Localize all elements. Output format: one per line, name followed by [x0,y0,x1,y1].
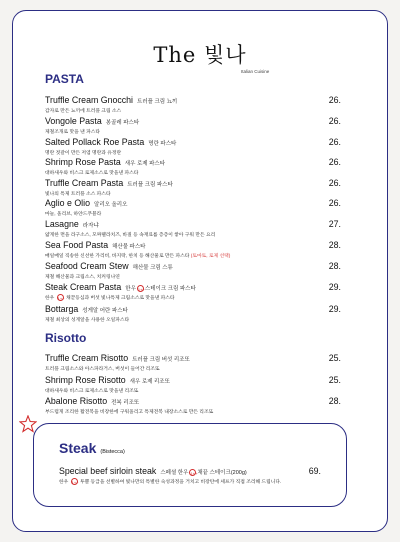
menu-item-row [45,240,341,250]
grade-badge: 1++ [71,480,79,486]
menu-item-korean-name: 트러플 크림 뇨끼 [137,99,178,105]
menu-item-row [45,178,341,188]
menu-item-description: 얇게한 면을 라구소스, 모짜렐라치즈, 바질 등 속재료를 층층이 쌓아 구워 만든 요리 [45,233,216,238]
menu-item-korean-name: 알리오 올리오 [94,202,128,208]
menu-item-korean-name: 봉골레 파스타 [105,120,140,126]
menu-item-option-note: (토마토, 로제 선택) [190,254,231,259]
menu-item-price: 25. [328,375,341,385]
menu-item [45,240,341,259]
menu-item-description: 대하새우와 비스크 로제소스로 맛을낸 리조또 [45,389,139,394]
menu-item-price: 27. [328,219,341,229]
menu-item-name: Abalone Risotto [45,396,108,406]
menu-item-description: 부드럽게 조리한 활전복을 비장한에 구워올리고 특제전복 내장소스로 만든 리조또 [45,410,214,415]
menu-item-korean-name: 명란 파스타 [148,141,177,147]
menu-item-price: 26. [328,178,341,188]
menu-item-name: Salted Pollack Roe Pasta [45,137,145,147]
menu-item-row [45,95,341,105]
menu-item-row [45,396,341,406]
menu-item-korean-name: 트러플 크림 파스타 [127,182,173,188]
menu-item-price: 28. [328,240,341,250]
menu-item [45,353,341,372]
steak-section-box [33,423,347,507]
menu-item [45,396,341,415]
menu-item-price: 26. [328,116,341,126]
menu-item [45,198,341,217]
menu-item-name: Lasagne [45,219,79,229]
menu-item-row [45,353,341,363]
brand-subtitle: Italian Cuisine [241,69,270,74]
menu-item-korean-name: 스페셜 한우 1++채끝 스테이크(200g) [160,470,247,477]
menu-item-description: 제철 최상의 성게알을 사용한 오일파스타 [45,318,130,323]
menu-item-price: 69. [308,466,321,476]
menu-item-price: 26. [328,137,341,147]
menu-item-name: Special beef sirloin steak [59,466,157,476]
menu-item [45,261,341,280]
menu-item-row [45,198,341,208]
menu-item-description: 명란 젓갈이 만든 저염 명란과 유정란 [45,151,122,156]
menu-item-description: 대하새우와 비스크 로제소스로 맛을낸 파스타 [45,171,139,176]
menu-item-name: Bottarga [45,304,79,314]
menu-item [59,466,321,485]
menu-item-row [45,116,341,126]
menu-item [45,116,341,135]
steak-section-title [59,440,125,456]
menu-item-korean-name: 트러플 크림 버섯 리조또 [132,357,190,363]
steak-subtitle: (Bistecca) [100,449,125,455]
pasta-section-title: PASTA [45,72,84,86]
menu-item-price: 28. [328,396,341,406]
risotto-section-title: Risotto [45,331,87,345]
menu-item-row [45,282,341,292]
menu-item-price: 29. [328,282,341,292]
menu-item-name: Aglio e Olio [45,198,90,208]
menu-item-row [45,157,341,167]
menu-item-description: 제철조개로 맛을 낸 파스타 [45,130,100,135]
menu-item-description: 빛나의 특제 트러플 소스 파스타 [45,192,111,197]
menu-item-row [45,261,341,271]
steak-title: Steak [59,440,97,456]
menu-item [45,304,341,323]
menu-item-korean-name: 라자냐 [82,223,99,229]
menu-item-description: 제철 해산물과 크림소스, 치커링나연 [45,275,120,280]
menu-item-korean-name: 해산물 파스타 [112,244,146,250]
menu-item-row [45,375,341,385]
menu-item-description: 감자로 만든 뇨끼에 트러플 크림 소스 [45,109,122,114]
menu-item-description: 매일매일 직송한 신선한 가리비, 바지락, 한치 등 해산물로 만든 파스타 (토마토, 로제 선택) [45,254,231,259]
menu-item-price: 26. [328,198,341,208]
menu-item-name: Steak Cream Pasta [45,282,122,292]
menu-item [45,375,341,394]
menu-item-name: Sea Food Pasta [45,240,109,250]
menu-item-name: Truffle Cream Gnocchi [45,95,133,105]
menu-item-korean-name: 새우 로제 리조또 [129,379,170,385]
brand-logo: The 빛나 [153,43,247,67]
menu-item-price: 26. [328,95,341,105]
menu-item-description: 한우 1++ 투쁠 등급을 선별하여 빛나만의 특별한 숙성과정을 거치고 비장탄에 셰프가 직접 조리해 드립니다. [59,480,282,486]
menu-item-korean-name: 전복 리조또 [111,400,140,406]
menu-item [45,157,341,176]
menu-item-price: 25. [328,353,341,363]
menu-item-korean-name: 새우 로제 파스타 [124,161,166,167]
menu-item [45,282,341,301]
menu-item [45,95,341,114]
menu-item-korean-name: 해산물 크림 스튜 [132,265,173,271]
menu-item [45,219,341,238]
menu-item-name: Truffle Cream Pasta [45,178,124,188]
menu-item-price: 28. [328,261,341,271]
menu-item [45,137,341,156]
menu-item-name: Vongole Pasta [45,116,102,126]
grade-badge: 1++ [190,471,198,477]
menu-item-name: Truffle Cream Risotto [45,353,129,363]
menu-item-name: Shrimp Rose Pasta [45,157,121,167]
menu-item-price: 29. [328,304,341,314]
menu-item-price: 26. [328,157,341,167]
grade-badge: 1++ [57,296,65,302]
menu-item-description: 한우 1++ 채끝등심과 버섯 빛나특제 크림소스로 맛을낸 파스타 [45,296,175,302]
menu-item-row [45,137,341,147]
grade-badge: 1++ [137,287,145,293]
menu-item-korean-name: 한우 1++스테이크 크림 파스타 [125,286,196,293]
menu-item-name: Seafood Cream Stew [45,261,129,271]
menu-item [45,178,341,197]
menu-item-row [45,304,341,314]
menu-item-description: 트러플 크림소스와 아스파라거스, 버섯이 들어간 리조또 [45,367,160,372]
menu-item-row [59,466,321,476]
menu-item-name: Shrimp Rose Risotto [45,375,126,385]
menu-item-description: 마늘, 올리브, 하얀드푸블라 [45,212,102,217]
menu-item-korean-name: 성게알 어란 파스타 [82,308,128,314]
menu-item-row [45,219,341,229]
